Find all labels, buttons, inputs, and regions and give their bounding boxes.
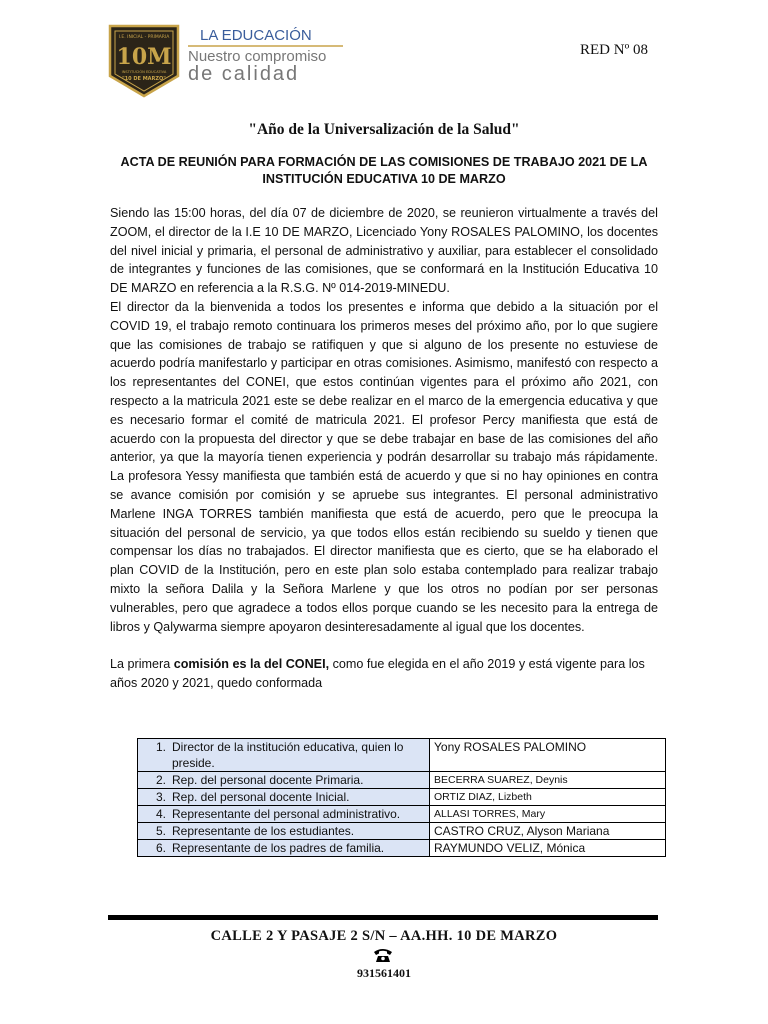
row-number: 4.: [155, 807, 166, 821]
row-role: Rep. del personal docente Primaria.: [172, 773, 364, 787]
row-number: 6.: [155, 841, 166, 855]
red-label: RED Nº 08: [580, 42, 648, 58]
conei-intro-bold: comisión es la del CONEI,: [173, 657, 330, 672]
logo-ribbon: "10 DE MARZO": [122, 76, 166, 82]
row-member: Yony ROSALES PALOMINO: [430, 739, 666, 772]
logo-slogan-line1: LA EDUCACIÓN: [200, 27, 312, 44]
row-role: Representante de los padres de familia.: [172, 841, 385, 855]
conei-intro-end: como fue elegida en el año 2019 y está vigente para los años 2020 y 2021, quedo conformada: [110, 657, 645, 691]
school-shield-icon: [110, 26, 178, 96]
table-row: [138, 823, 666, 840]
logo-emblem: 10M: [116, 44, 172, 70]
row-number: 2.: [155, 773, 166, 787]
row-number: 5.: [155, 824, 166, 838]
footer-divider: [108, 915, 658, 920]
row-member: ORTIZ DIAZ, Lizbeth: [430, 789, 666, 806]
conei-table: [137, 738, 666, 857]
document-title: ACTA DE REUNIÓN PARA FORMACIÓN DE LAS COMISIONES DE TRABAJO 2021 DE LA INSTITUCIÓN EDUCATIVA 10 DE MARZO: [120, 155, 648, 186]
row-member: CASTRO CRUZ, Alyson Mariana: [430, 823, 666, 840]
row-role: Representante de los estudiantes.: [172, 824, 355, 838]
school-logo: [108, 24, 348, 98]
row-number: 1.: [155, 740, 166, 754]
row-role: Rep. del personal docente Inicial.: [172, 790, 350, 804]
row-member: ALLASI TORRES, Mary: [430, 806, 666, 823]
table-row: [138, 806, 666, 823]
table-row: [138, 840, 666, 857]
logo-slogan-line2: Nuestro compromiso: [188, 48, 327, 65]
table-row: [138, 772, 666, 789]
conei-intro-start: La primera: [110, 657, 174, 672]
paragraph-opening: Siendo las 15:00 horas, del día 07 de diciembre de 2020, se reunieron virtualmente a través del ZOOM, el director de la I.E 10 DE MARZO, Licenciado Yony ROSALES PALOMINO, los docentes del nivel inicial y primaria, el personal de administrativo y auxiliar, para establecer el consolidado de integrantes y funciones de las comisiones, que se conformará en la Institución Educativa 10 DE MARZO en referencia a la R.S.G. Nº 014-2019-MINEDU.: [110, 206, 658, 296]
logo-arc-text: I.E. INICIAL - PRIMARIA: [118, 35, 170, 40]
footer-phone: 931561401: [357, 966, 411, 980]
paragraph-conei-intro: [110, 655, 658, 693]
row-member: RAYMUNDO VELIZ, Mónica: [430, 840, 666, 857]
document-body: [110, 204, 658, 693]
year-title: "Año de la Universalización de la Salud": [248, 121, 520, 138]
row-number: 3.: [155, 790, 166, 804]
table-row: [138, 789, 666, 806]
table-row: [138, 739, 666, 772]
telephone-icon: [373, 947, 393, 963]
footer-address: CALLE 2 Y PASAJE 2 S/N – AA.HH. 10 DE MARZO: [210, 928, 558, 944]
logo-school-name: INSTITUCIÓN EDUCATIVA: [121, 70, 167, 74]
paragraph-discussion: El director da la bienvenida a todos los presentes e informa que debido a la situación por el COVID 19, el trabajo remoto continuara los primeros meses del próximo año, por lo que sugiere que las comisiones de trabajo se ratifiquen y que si alguno de los presente no estuviese de acuerdo podría manifestarlo y participar en otras comisiones. Asimismo, manifestó con respecto a los representantes del CONEI, que estos continúan vigentes para el próximo año 2021, con respecto a la matricula 2021 este se debe realizar en el marco de la emergencia educativa y que es necesario formar el comité de matricula 2021. El profesor Percy manifiesta que está de acuerdo con la propuesta del director y que se debe trabajar en base de las comisiones del año anterior, ya que la mayoría tienen experiencia y podrán desarrollar su trabajo más rápidamente. La profesora Yessy manifiesta que también está de acuerdo y que si no hay opiniones en contra se avance comisión por comisión y se apruebe sus integrantes. El personal administrativo Marlene INGA TORRES también manifiesta que está de acuerdo, pero que le preocupa la situación del personal de servicio, ya que todos ellos están recibiendo su sueldo y tienen que compensar los días no trabajados. El director manifiesta que es cierto, que se ha elaborado el plan COVID de la Institución, pero en este plan solo estaba contemplado para realizar trabajo mixto la señora Dalila y la Señora Marlene y que los otros no podían por ser personas vulnerables, pero que agradece a todos ellos porque cuando se les necesito para la entrega de libros y Qalywarma siempre apoyaron desinteresadamente al igual que los docentes.: [110, 299, 658, 634]
row-member: BECERRA SUAREZ, Deynis: [430, 772, 666, 789]
row-role: Director de la institución educativa, quien lo preside.: [172, 740, 404, 770]
row-role: Representante del personal administrativo.: [172, 807, 401, 821]
logo-slogan-line3: de calidad: [188, 63, 300, 85]
